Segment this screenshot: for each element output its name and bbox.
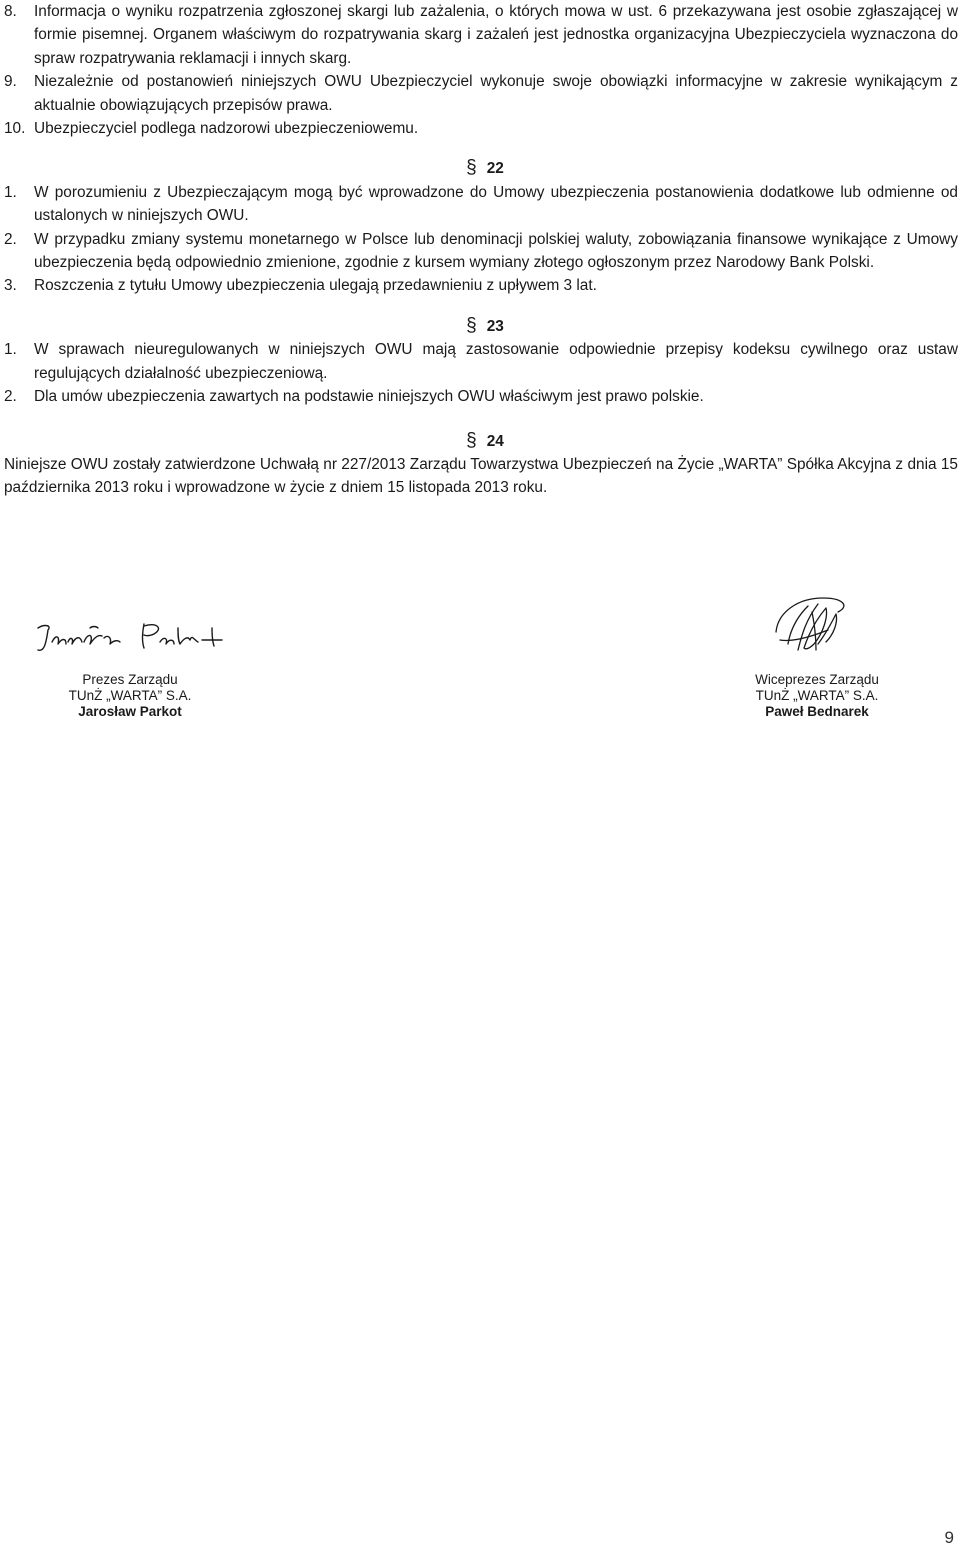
item-number: 1. [4,183,17,201]
signature-name: Paweł Bednarek [765,704,869,719]
signature-right [727,672,907,720]
signature-name: Jarosław Parkot [78,704,182,719]
item-number: 10. [4,120,26,138]
paragraph-sign: § [466,314,477,336]
section-22-list [4,181,958,298]
list-item [4,274,958,297]
list-item [4,228,958,275]
section-23-list [4,338,958,408]
section-24-text: Niniejsze OWU zostały zatwierdzone Uchwałą nr 227/2013 Zarządu Towarzystwa Ubezpieczeń na Życie „WARTA” Spółka Akcyjna z dnia 15 października 2013 roku i wprowadzone w życie z dniem 15 listopada 2013 roku. [4,455,958,497]
item-text: Informacja o wyniku rozpatrzenia zgłoszonej skargi lub zażalenia, o których mowa w ust. 6 przekazywana jest osobie zgłaszającej w formie pisemnej. Organem właściwym do rozpatrywania skarg i zażaleń jest jednostka organizacyjna Ubezpieczyciela wyznaczona do spraw rozpatrywania reklamacji i innych skarg. [34,3,958,67]
item-text: Ubezpieczyciel podlega nadzorowi ubezpieczeniowemu. [34,120,419,138]
item-number: 3. [4,277,17,295]
item-text: W przypadku zmiany systemu monetarnego w Polsce lub denominacji polskiej waluty, zobowiązania finansowe wynikające z Umowy ubezpieczenia będą odpowiednio zmienione, zgodnie z kursem wymiany złotego ogłoszonym przez Narodowy Bank Polski. [34,230,958,272]
item-text: W sprawach nieuregulowanych w niniejszych OWU mają zastosowanie odpowiednie przepisy kodeksu cywilnego oraz ustaw regulujących działalność ubezpieczeniową. [34,341,958,382]
list-item [4,70,958,117]
paragraph-sign: § [466,429,477,451]
list-item [4,181,958,228]
signature-right-image [768,592,858,662]
list-item [4,117,958,140]
item-text: Roszczenia z tytułu Umowy ubezpieczenia ulegają przedawnieniu z upływem 3 lat. [34,277,597,295]
item-number: 1. [4,341,17,359]
signature-company: TUnŻ „WARTA” S.A. [755,688,879,703]
signature-left [40,672,220,720]
signature-company: TUnŻ „WARTA” S.A. [68,688,192,703]
item-text: Niezależnie od postanowień niniejszych OWU Ubezpieczyciel wykonuje swoje obowiązki informacyjne w zakresie wynikającym z aktualnie obowiązujących przepisów prawa. [34,73,958,114]
item-number: 8. [4,3,17,20]
section-23-heading [4,314,958,338]
signature-left-image [32,614,232,664]
section-number: 24 [486,432,504,450]
list-item [4,0,958,70]
section-24-heading [4,429,958,453]
section-22-heading [4,156,958,180]
section-number: 22 [486,160,504,178]
list-item [4,338,958,385]
item-number: 9. [4,73,17,91]
item-number: 2. [4,230,17,248]
item-text: W porozumieniu z Ubezpieczającym mogą być wprowadzone do Umowy ubezpieczenia postanowienia dodatkowe lub odmienne od ustalonych w niniejszych OWU. [34,183,958,225]
page-number: 9 [944,1528,954,1547]
signature-role: Wiceprezes Zarządu [755,672,879,687]
item-number: 2. [4,388,17,406]
paragraph-sign: § [466,157,477,179]
signature-role: Prezes Zarządu [82,672,178,687]
document-body [4,0,958,500]
item-text: Dla umów ubezpieczenia zawartych na podstawie niniejszych OWU właściwym jest prawo polskie. [34,388,704,406]
section-number: 23 [486,317,504,335]
section-prev-list [4,0,958,140]
list-item [4,385,958,408]
